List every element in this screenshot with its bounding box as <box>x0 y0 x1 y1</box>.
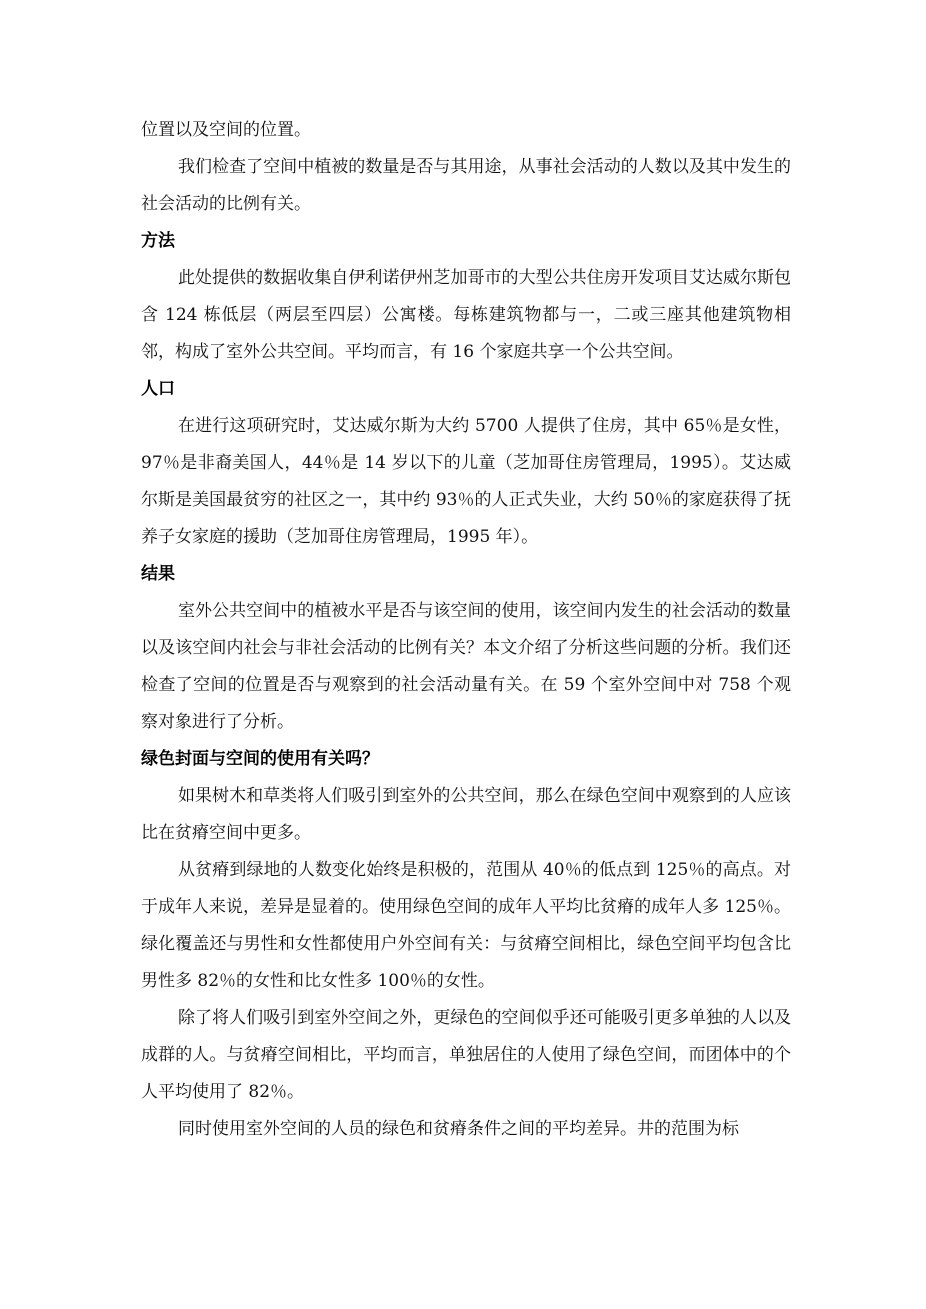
paragraph: 同时使用室外空间的人员的绿色和贫瘠条件之间的平均差异。井的范围为标 <box>178 1119 739 1139</box>
paragraph: 在进行这项研究时，艾达威尔斯为大约 5700 人提供了住房，其中 65％是女性，97％是非裔美国人，44％是 14 岁以下的儿童（芝加哥住房管理局，1995）。艾达威尔斯是美国最贫穷的社区之一，其中约 93％的人正式失业，大约 50％的家庭获得了抚养子女家庭的援助（芝加哥住房管理局，1995 年）。 <box>141 416 791 547</box>
document-page <box>141 112 791 1148</box>
section-heading-population: 人口 <box>141 379 175 399</box>
paragraph: 从贫瘠到绿地的人数变化始终是积极的，范围从 40％的低点到 125％的高点。对于成年人来说，差异是显着的。使用绿色空间的成年人平均比贫瘠的成年人多 125％。绿化覆盖还与男性和女性都使用户外空间有关：与贫瘠空间相比，绿色空间平均包含比男性多 82％的女性和比女性多 100％的女性。 <box>141 860 791 991</box>
section-heading-results: 结果 <box>141 564 175 584</box>
section-heading-green-cover: 绿色封面与空间的使用有关吗？ <box>141 749 379 769</box>
section-heading-methods: 方法 <box>141 231 175 251</box>
paragraph: 此处提供的数据收集自伊利诺伊州芝加哥市的大型公共住房开发项目艾达威尔斯包含 124 栋低层（两层至四层）公寓楼。每栋建筑物都与一，二或三座其他建筑物相邻，构成了室外公共空间。平均而言，有 16 个家庭共享一个公共空间。 <box>141 268 791 362</box>
paragraph: 我们检查了空间中植被的数量是否与其用途，从事社会活动的人数以及其中发生的社会活动的比例有关。 <box>141 157 791 214</box>
paragraph: 位置以及空间的位置。 <box>141 120 311 140</box>
paragraph: 室外公共空间中的植被水平是否与该空间的使用，该空间内发生的社会活动的数量以及该空间内社会与非社会活动的比例有关？本文介绍了分析这些问题的分析。我们还检查了空间的位置是否与观察到的社会活动量有关。在 59 个室外空间中对 758 个观察对象进行了分析。 <box>141 601 791 732</box>
paragraph: 除了将人们吸引到室外空间之外，更绿色的空间似乎还可能吸引更多单独的人以及成群的人。与贫瘠空间相比，平均而言，单独居住的人使用了绿色空间，而团体中的个人平均使用了 82％。 <box>141 1008 791 1102</box>
paragraph: 如果树木和草类将人们吸引到室外的公共空间，那么在绿色空间中观察到的人应该比在贫瘠空间中更多。 <box>141 786 791 843</box>
